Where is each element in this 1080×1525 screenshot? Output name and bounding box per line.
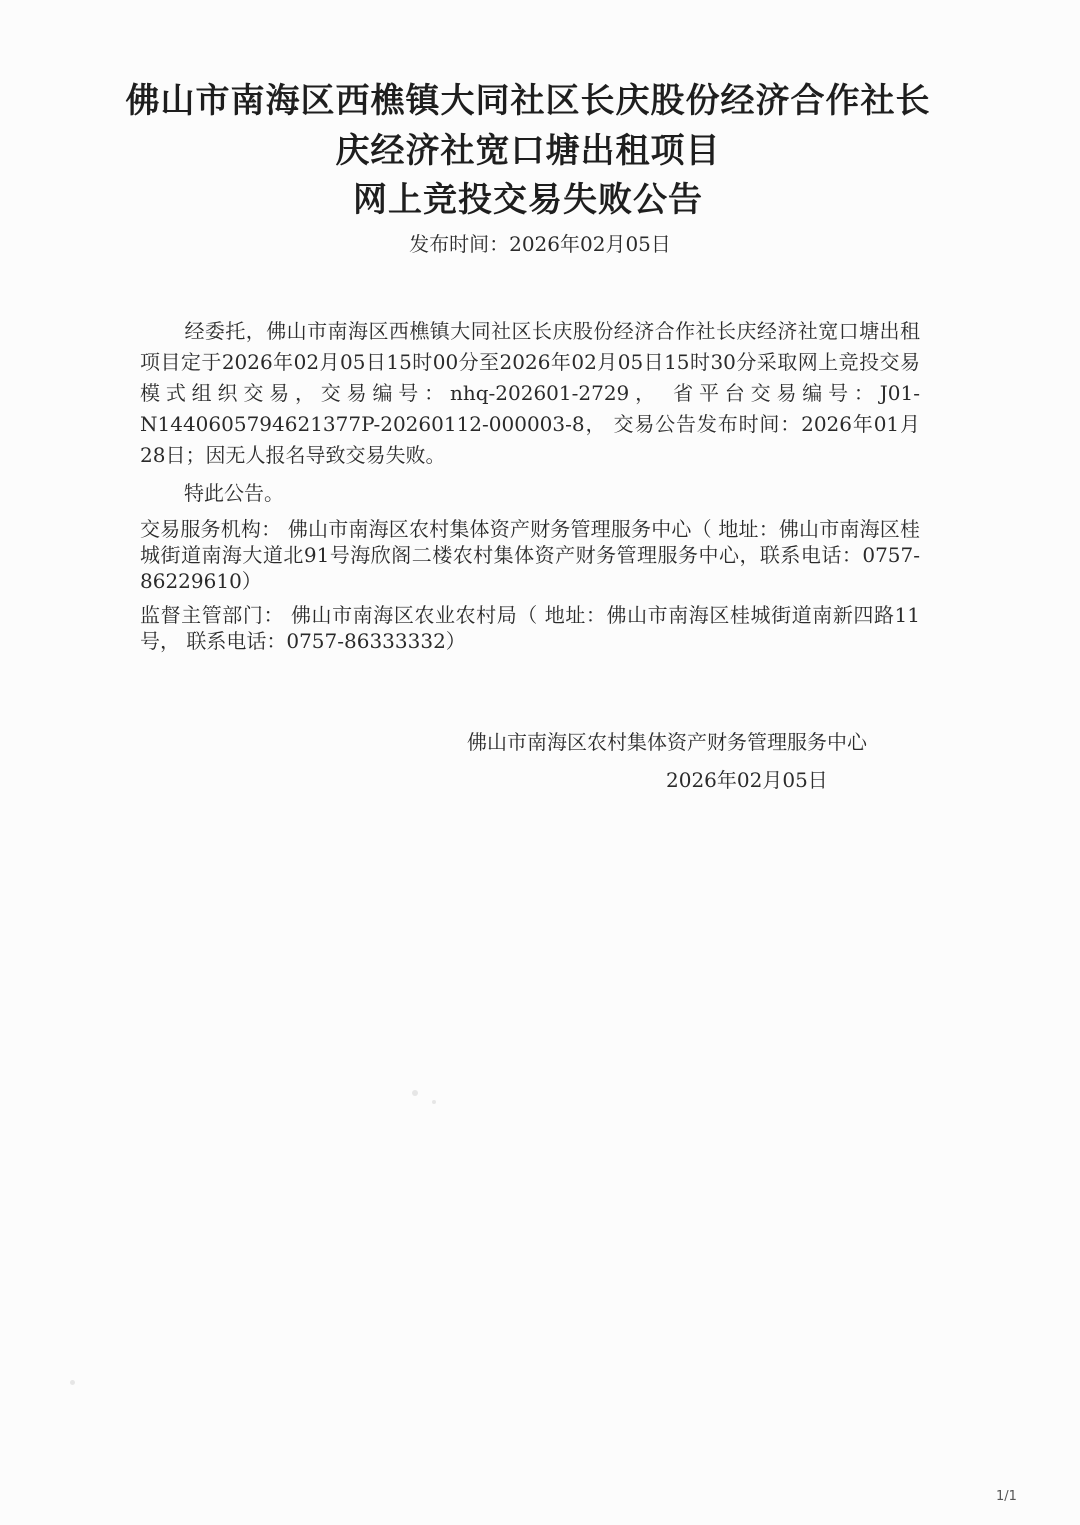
scan-speck xyxy=(432,1100,436,1104)
main-paragraph xyxy=(140,316,920,471)
title-line-3: 网上竞投交易失败公告 xyxy=(353,180,703,220)
publish-time: 发布时间：2026年02月05日 xyxy=(409,232,671,256)
scan-speck xyxy=(70,1380,75,1385)
signature-organization: 佛山市南海区农村集体资产财务管理服务中心 xyxy=(467,730,867,754)
agency-paragraph: 交易服务机构： 佛山市南海区农村集体资产财务管理服务中心（ 地址：佛山市南海区桂城街道南海大道北91号海欣阁二楼农村集体资产财务管理服务中心，联系电话：0757-86229610） xyxy=(140,517,920,593)
notice-line: 特此公告。 xyxy=(184,481,284,505)
title-line-1: 佛山市南海区西樵镇大同社区长庆股份经济合作社长 xyxy=(125,81,931,121)
page-number: 1/1 xyxy=(996,1489,1017,1504)
main-paragraph-text: 经委托，佛山市南海区西樵镇大同社区长庆股份经济合作社长庆经济社宽口塘出租项目定于2026年02月05日15时00分至2026年02月05日15时30分采取网上竞投交易模式组织交易，交易编号：nhq-202601-2729， 省平台交易编号：J01-N1440605794621377P-20260112-000003-8， 交易公告发布时间：2026年01月28日；因无人报名导致交易失败。 xyxy=(140,319,920,467)
title-line-2: 庆经济社宽口塘出租项目 xyxy=(335,131,721,171)
scan-speck xyxy=(412,1090,418,1096)
signature-date: 2026年02月05日 xyxy=(666,768,828,792)
supervisor-paragraph: 监督主管部门： 佛山市南海区农业农村局（ 地址：佛山市南海区桂城街道南新四路11号， 联系电话：0757-86333332） xyxy=(140,603,920,653)
